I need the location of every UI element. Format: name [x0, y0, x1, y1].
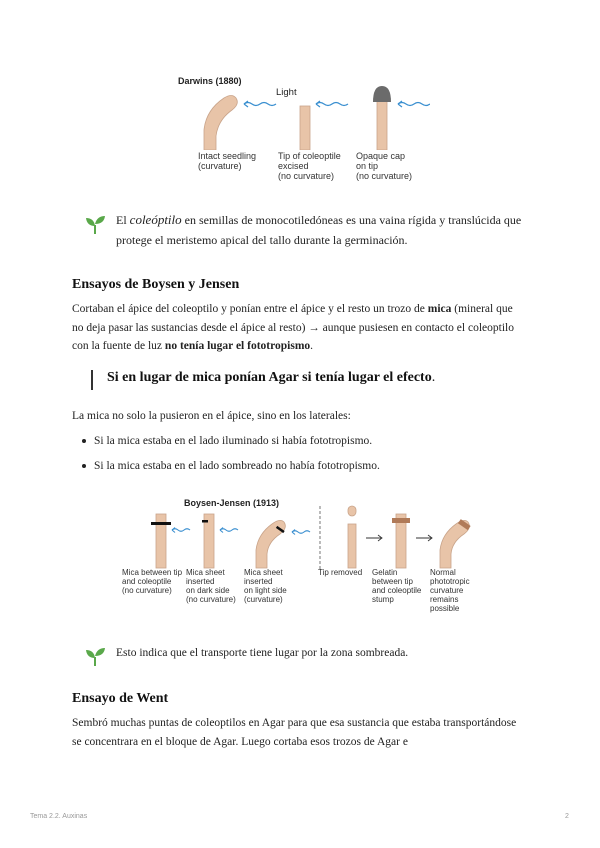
- paragraph-mica-laterales: La mica no solo la pusieron en el ápice, sino en los laterales:: [72, 410, 351, 422]
- bj-caption-4: Tip removed: [318, 568, 363, 577]
- bj-caption-5: Gelatin between tip and coleoptile stump: [372, 568, 422, 604]
- gelatin-block-5: [392, 518, 410, 523]
- intact-seedling-coleoptile: [204, 96, 237, 151]
- bj-caption-6: Normal phototropic curvature remains possible: [430, 568, 470, 613]
- list-item-text: Si la mica estaba en el lado iluminado si había fototropismo.: [94, 435, 373, 447]
- bullet-dot: [82, 464, 86, 468]
- list-item-text: Si la mica estaba en el lado sombreado no había fototropismo.: [94, 460, 380, 472]
- darwin-caption-2: Tip of coleoptile excised (no curvature): [278, 151, 341, 181]
- page-number: 2: [565, 813, 569, 820]
- coleoptile-3: [256, 520, 285, 568]
- light-arrow-icon: [244, 101, 276, 107]
- light-arrow-icon: [398, 101, 430, 107]
- darwin-caption-1: Intact seedling (curvature): [198, 151, 257, 171]
- quote-text: Si en lugar de mica ponían Agar si tenía lugar el efecto.: [107, 370, 436, 385]
- bj-caption-3: Mica sheet inserted on light side (curvature): [244, 568, 287, 604]
- darwin-caption-3: Opaque cap on tip (no curvature): [356, 151, 413, 181]
- light-arrow-icon: [316, 101, 348, 107]
- darwin-figure-title: Darwins (1880): [178, 76, 242, 86]
- paragraph-boysen-jensen: Cortaban el ápice del coleoptilo y ponían entre el ápice y el resto un trozo de mica (mineral que no deja pasar las sustancias desde el ápice al resto) → aunque pusiesen en contacto el coleoptilo con la fuente de luz no tenía lugar el fototropismo.: [72, 303, 514, 352]
- callout-transporte-text: Esto indica que el transporte tiene lugar por la zona sombreada.: [116, 647, 409, 659]
- light-arrow-icon: [172, 528, 190, 533]
- mica-sheet-1: [151, 522, 171, 525]
- sprout-icon: [84, 646, 106, 668]
- removed-tip: [348, 506, 356, 516]
- mica-sheet-2: [202, 520, 208, 523]
- section-heading-boysen-jensen: Ensayos de Boysen y Jensen: [72, 277, 240, 292]
- light-arrow-icon: [292, 530, 310, 535]
- footer-title: Tema 2.2. Auxinas: [30, 813, 88, 820]
- boysen-jensen-figure: [120, 492, 480, 612]
- arrow-right-icon: [416, 535, 432, 541]
- arrow-right-icon: [366, 535, 382, 541]
- boysen-jensen-drawing: [120, 492, 480, 572]
- capped-coleoptile: [377, 100, 387, 150]
- bj-caption-2: Mica sheet inserted on dark side (no curvature): [186, 568, 236, 604]
- darwin-figure: [170, 70, 430, 185]
- excised-coleoptile: [300, 106, 310, 150]
- callout-transporte: [84, 642, 524, 670]
- light-arrow-icon: [220, 528, 238, 533]
- quote-bar: [91, 370, 93, 390]
- section-heading-went: Ensayo de Went: [72, 691, 169, 706]
- quote-block: [91, 369, 521, 391]
- bj-caption-1: Mica between tip and coleoptile (no curvature): [122, 568, 183, 595]
- callout-coleoptilo-text: El coleóptilo en semillas de monocotiledóneas es una vaina rígida y translúcida que protege el meristemo apical del tallo durante la germinación.: [116, 212, 522, 247]
- coleoptile-stump-4: [348, 524, 356, 568]
- darwin-figure-drawing: [170, 70, 430, 150]
- opaque-cap: [373, 86, 391, 102]
- sprout-icon: [84, 214, 106, 236]
- boysen-jensen-figure-title: Boysen-Jensen (1913): [184, 498, 280, 508]
- paragraph-went: Sembró muchas puntas de coleoptilos en Agar para que esa sustancia que estaba transportándose se concentrara en el bloque de Agar. Luego cortaba esos trozos de Agar e: [72, 717, 517, 748]
- bullet-dot: [82, 439, 86, 443]
- light-label: Light: [276, 87, 297, 98]
